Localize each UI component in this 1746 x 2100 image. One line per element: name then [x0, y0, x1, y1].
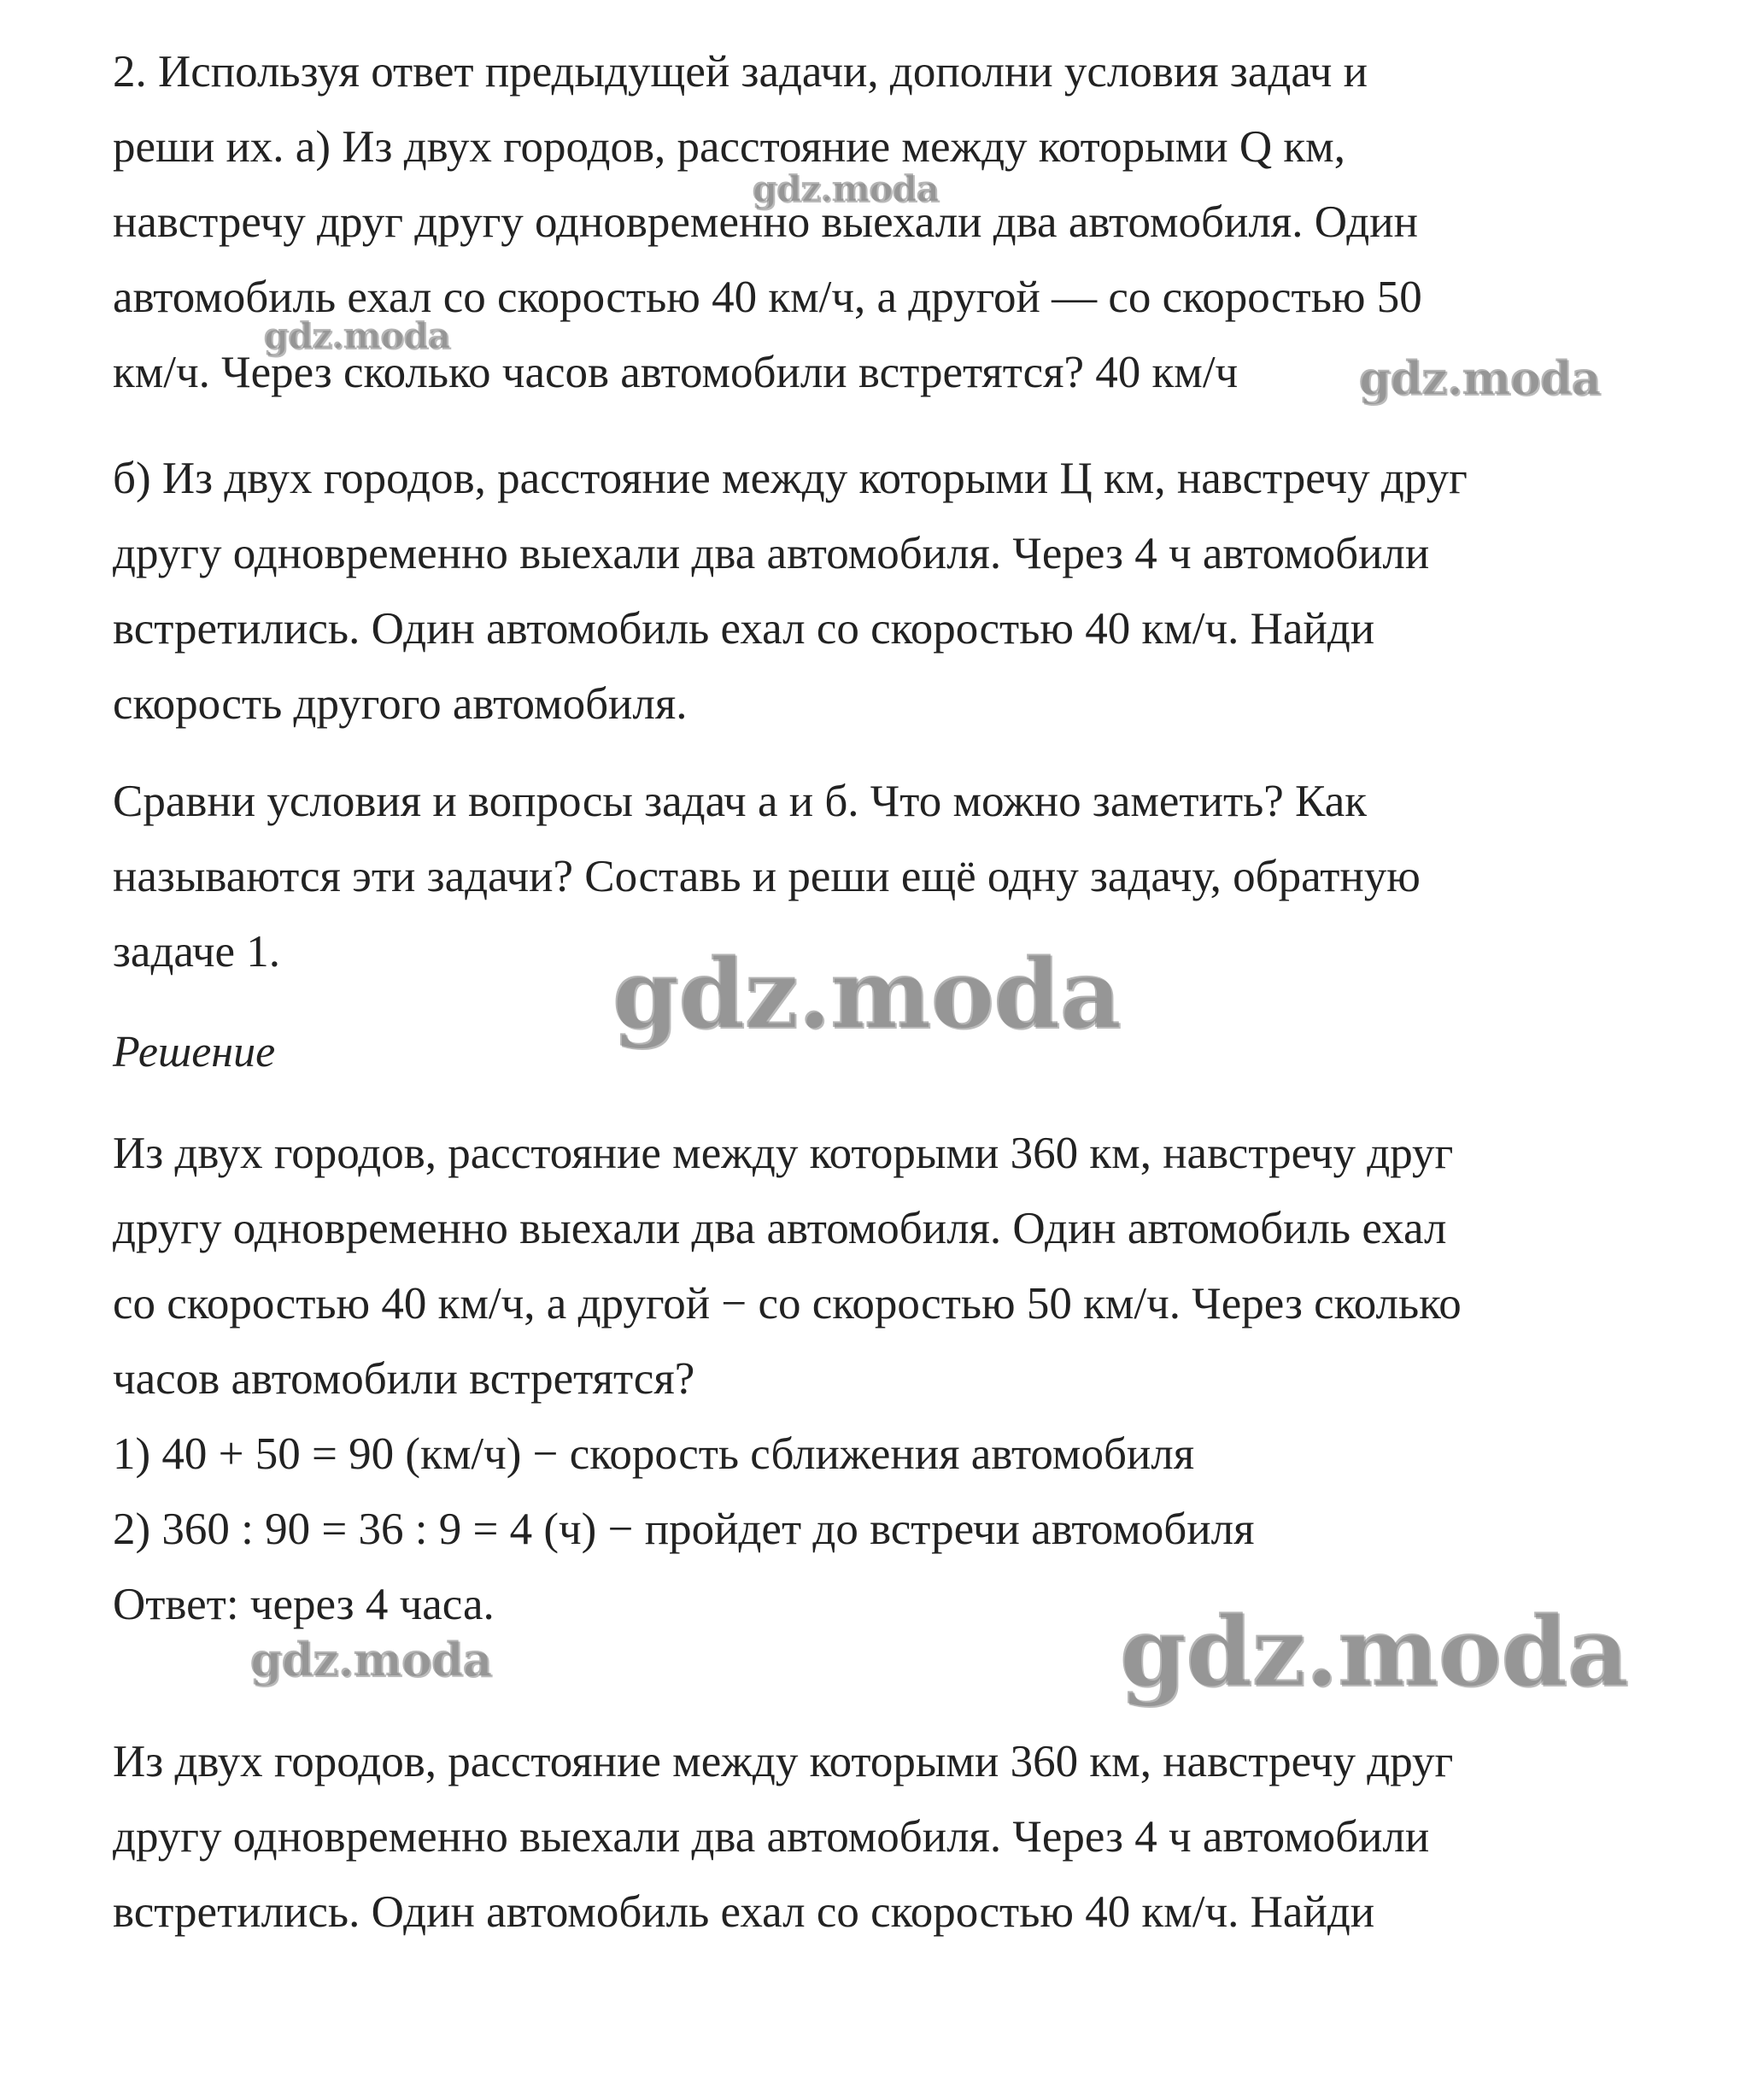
- solution-step: 1) 40 + 50 = 90 (км/ч) − скорость сближения автомобиля: [113, 1429, 1195, 1479]
- text-line: встретились. Один автомобиль ехал со скоростью 40 км/ч. Найди: [113, 1887, 1375, 1937]
- text-line: навстречу друг другу одновременно выехали два автомобиля. Один: [113, 197, 1418, 247]
- text-line: другу одновременно выехали два автомобиля. Через 4 ч автомобили: [113, 529, 1430, 578]
- watermark: gdz.moda: [249, 1632, 491, 1686]
- text-line: другу одновременно выехали два автомобиля. Через 4 ч автомобили: [113, 1812, 1430, 1862]
- text-line: называются эти задачи? Составь и реши ещё одну задачу, обратную: [113, 852, 1421, 901]
- text-line: Из двух городов, расстояние между которыми 360 км, навстречу друг: [113, 1737, 1454, 1786]
- text-line: задаче 1.: [113, 927, 281, 977]
- text-line: со скоростью 40 км/ч, а другой − со скоростью 50 км/ч. Через сколько: [113, 1279, 1462, 1329]
- text-line: встретились. Один автомобиль ехал со скоростью 40 км/ч. Найди: [113, 604, 1375, 654]
- watermark: gdz.moda: [1119, 1596, 1628, 1708]
- text-line: км/ч. Через сколько часов автомобили встретятся? 40 км/ч: [113, 348, 1239, 397]
- text-line: 2. Используя ответ предыдущей задачи, дополни условия задач и: [113, 47, 1368, 97]
- text-line: другу одновременно выехали два автомобиля. Один автомобиль ехал: [113, 1204, 1447, 1253]
- text-line: Из двух городов, расстояние между которыми 360 км, навстречу друг: [113, 1129, 1454, 1178]
- solution-a: [113, 1116, 1650, 1642]
- text-line: Сравни условия и вопросы задач а и б. Что можно заметить? Как: [113, 777, 1367, 826]
- text-line: часов автомобили встретятся?: [113, 1354, 695, 1404]
- watermark: gdz.moda: [263, 314, 450, 356]
- answer-line: Ответ: через 4 часа.: [113, 1580, 495, 1629]
- task-statement-b: [113, 441, 1650, 742]
- solution-heading: Решение: [113, 1028, 276, 1076]
- watermark: gdz.moda: [1358, 350, 1600, 405]
- solution-step: 2) 360 : 90 = 36 : 9 = 4 (ч) − пройдет до встречи автомобиля: [113, 1505, 1255, 1554]
- watermark: gdz.moda: [612, 938, 1121, 1050]
- text-line: скорость другого автомобиля.: [113, 679, 688, 729]
- watermark: gdz.moda: [752, 167, 939, 209]
- text-line: реши их. а) Из двух городов, расстояние между которыми Q км,: [113, 122, 1345, 172]
- text-line: б) Из двух городов, расстояние между которыми Ц км, навстречу друг: [113, 454, 1468, 503]
- text-line: автомобиль ехал со скоростью 40 км/ч, а другой — со скоростью 50: [113, 273, 1422, 322]
- solution-b: [113, 1724, 1650, 1950]
